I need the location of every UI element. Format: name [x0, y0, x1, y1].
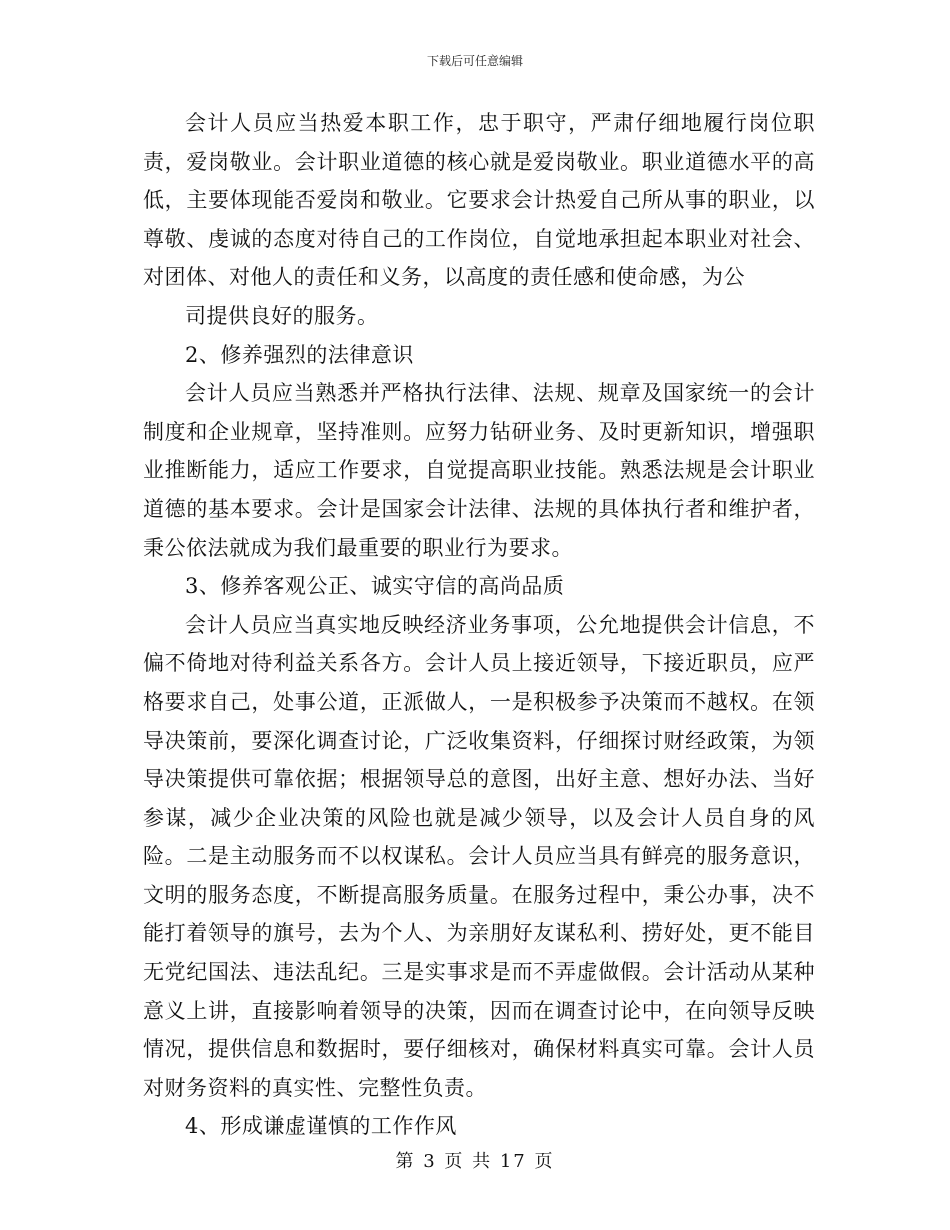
- section-heading-4: 4、形成谦虚谨慎的工作作风: [185, 1114, 457, 1139]
- paragraph-tail: 司提供良好的服务。: [185, 303, 379, 328]
- paragraph-text: 会计人员应当熟悉并严格执行法律、法规、规章及国家统一的会计制度和企业规章，坚持准则。应努力钻研业务、及时更新知识，增强职业推断能力，适应工作要求，自觉提高职业技能。熟悉法规是会计职业道德的基本要求。会计是国家会计法律、法规的具体执行者和维护者，秉公依法就成为我们最重要的职业行为要求。: [143, 381, 815, 560]
- paragraph-text: 会计人员应当真实地反映经济业务事项，公允地提供会计信息，不偏不倚地对待利益关系各方。会计人员上接近领导，下接近职员，应严格要求自己，处事公道，正派做人，一是积极参予决策而不越权。在领导决策前，要深化调查讨论，广泛收集资料，仔细探讨财经政策，为领导决策提供可靠依据；根据领导总的意图，出好主意、想好办法、当好参谋，减少企业决策的风险也就是减少领导，以及会计人员自身的风险。二是主动服务而不以权谋私。会计人员应当具有鲜亮的服务意识，文明的服务态度，不断提高服务质量。在服务过程中，秉公办事，决不能打着领导的旗号，去为个人、为亲朋好友谋私利、捞好处，更不能目无党纪国法、违法乱纪。三是实事求是而不弄虚做假。会计活动从某种意义上讲，直接影响着领导的决策，因而在调查讨论中，在向领导反映情况，提供信息和数据时，要仔细核对，确保材料真实可靠。会计人员对财务资料的真实性、完整性负责。: [143, 612, 815, 1100]
- page-number-footer: 第 3 页 共 17 页: [395, 1151, 555, 1172]
- paragraph-objectivity-integrity: [143, 606, 815, 1108]
- paragraph-text: 会计人员应当热爱本职工作，忠于职守，严肃仔细地履行岗位职责，爱岗敬业。会计职业道德的核心就是爱岗敬业。职业道德水平的高低，主要体现能否爱岗和敬业。它要求会计热爱自己所从事的职业，以尊敬、虔诚的态度对待自己的工作岗位，自觉地承担起本职业对社会、对团体、对他人的责任和义务，以高度的责任感和使命感，为公: [143, 111, 815, 290]
- document-body: [143, 104, 815, 1146]
- section-heading-2: 2、修养强烈的法律意识: [185, 342, 414, 367]
- paragraph-legal-compliance: [143, 374, 815, 567]
- section-heading-3: 3、修养客观公正、诚实守信的高尚品质: [185, 574, 565, 599]
- section-heading-legal-awareness: [143, 297, 815, 336]
- paragraph-professional-dedication: [143, 104, 815, 297]
- page-header: 下载后可任意编辑: [426, 54, 523, 68]
